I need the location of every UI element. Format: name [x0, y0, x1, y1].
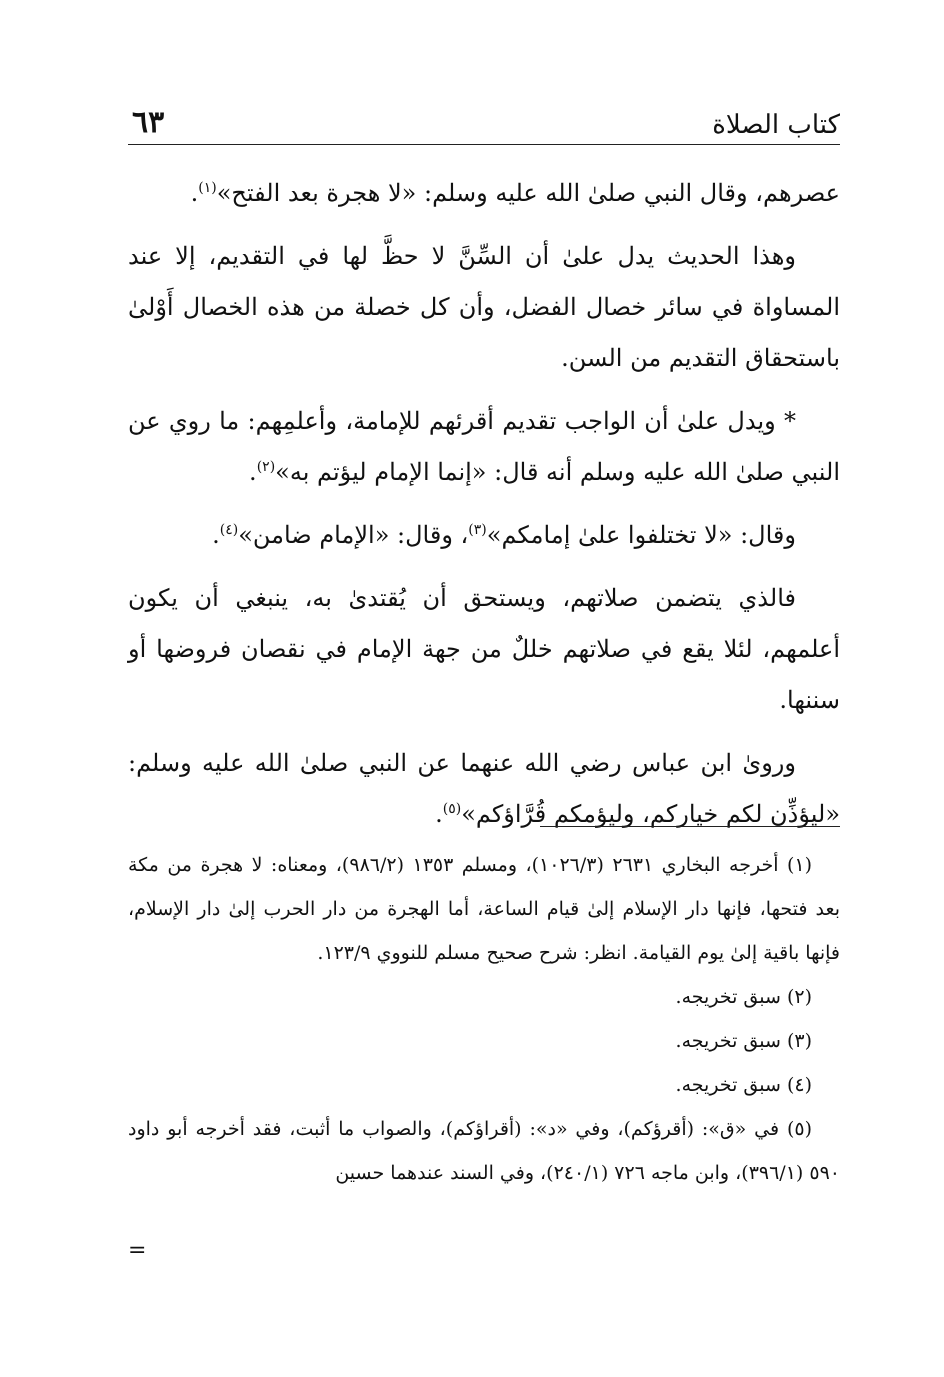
paragraph [128, 573, 840, 726]
paragraph [128, 168, 840, 219]
footnote-ref: (٢) [256, 459, 276, 475]
footnote-ref: (٣) [468, 522, 487, 538]
paragraph-text: وقال: «لا تختلفوا علىٰ إمامكم» [486, 521, 796, 549]
paragraph-text: وروىٰ ابن عباس رضي الله عنهما عن النبي صلىٰ الله عليه وسلم: «ليؤذِّن لكم خياركم، وليؤمكم قُرَّاؤكم» [128, 749, 840, 828]
footnote-ref: (٥) [442, 801, 462, 817]
paragraph-text: ، وقال: «الإمام ضامن» [238, 521, 469, 549]
footnote: (١) أخرجه البخاري ٢٦٣١ (١٠٢٦/٣)، ومسلم ١٣٥٣ (٩٨٦/٢)، ومعناه: لا هجرة من مكة بعد فتحها، فإنها دار الإسلام إلىٰ قيام الساعة، أما الهجرة من دار الحرب إلىٰ دار الإسلام، فإنها باقية إلىٰ يوم القيامة. انظر: شرح صحيح مسلم للنووي ١٢٣/٩. [128, 854, 840, 964]
page [128, 0, 840, 1377]
footnotes [128, 843, 840, 1195]
paragraph-text: * ويدل علىٰ أن الواجب تقديم أقرئهم للإمامة، وأعلمِهم: ما روي عن النبي صلىٰ الله عليه وسلم أنه قال: «إنما الإمام ليؤتم به» [128, 407, 840, 486]
paragraph [128, 510, 840, 561]
footnote-ref: (٤) [219, 522, 239, 538]
footnote: (٣) سبق تخريجه. [675, 1030, 812, 1052]
paragraph-text: فالذي يتضمن صلاتهم، ويستحق أن يُقتدىٰ به، ينبغي أن يكون أعلمهم، لئلا يقع في صلاتهم خللٌ من جهة الإمام في نقصان فروضها أو سننها. [128, 584, 840, 714]
footnote-separator [540, 826, 840, 827]
main-text [128, 168, 840, 852]
footnote-ref: (١) [198, 180, 217, 196]
paragraph-text: وهذا الحديث يدل علىٰ أن السِّنَّ لا حظَّ لها في التقديم، إلا عند المساواة في سائر خصال الفضل، وأن كل خصلة من هذه الخصال أَوْلىٰ باستحقاق التقديم من السن. [128, 242, 840, 372]
paragraph-text: عصرهم، وقال النبي صلىٰ الله عليه وسلم: «لا هجرة بعد الفتح» [216, 179, 840, 207]
footnote: (٥) في «ق»: (أقرؤكم)، وفي «د»: (أقراؤكم)، والصواب ما أثبت، فقد أخرجه أبو داود ٥٩٠ (٣٩٦/١)، وابن ماجه ٧٢٦ (٢٤٠/١)، وفي السند عندهما حسين [128, 1118, 840, 1184]
page-number: ٦٣ [132, 105, 165, 140]
footnote: (٤) سبق تخريجه. [675, 1074, 812, 1096]
chapter-title: كتاب الصلاة [712, 110, 840, 140]
paragraph-tail: . [435, 800, 443, 828]
paragraph-tail: . [212, 521, 220, 549]
paragraph [128, 738, 840, 840]
paragraph-tail: . [190, 179, 199, 207]
continuation-mark: = [128, 1238, 147, 1263]
paragraph [128, 231, 840, 384]
footnote: (٢) سبق تخريجه. [675, 986, 812, 1008]
paragraph-tail: . [249, 458, 257, 486]
paragraph [128, 396, 840, 498]
running-header [128, 96, 840, 145]
